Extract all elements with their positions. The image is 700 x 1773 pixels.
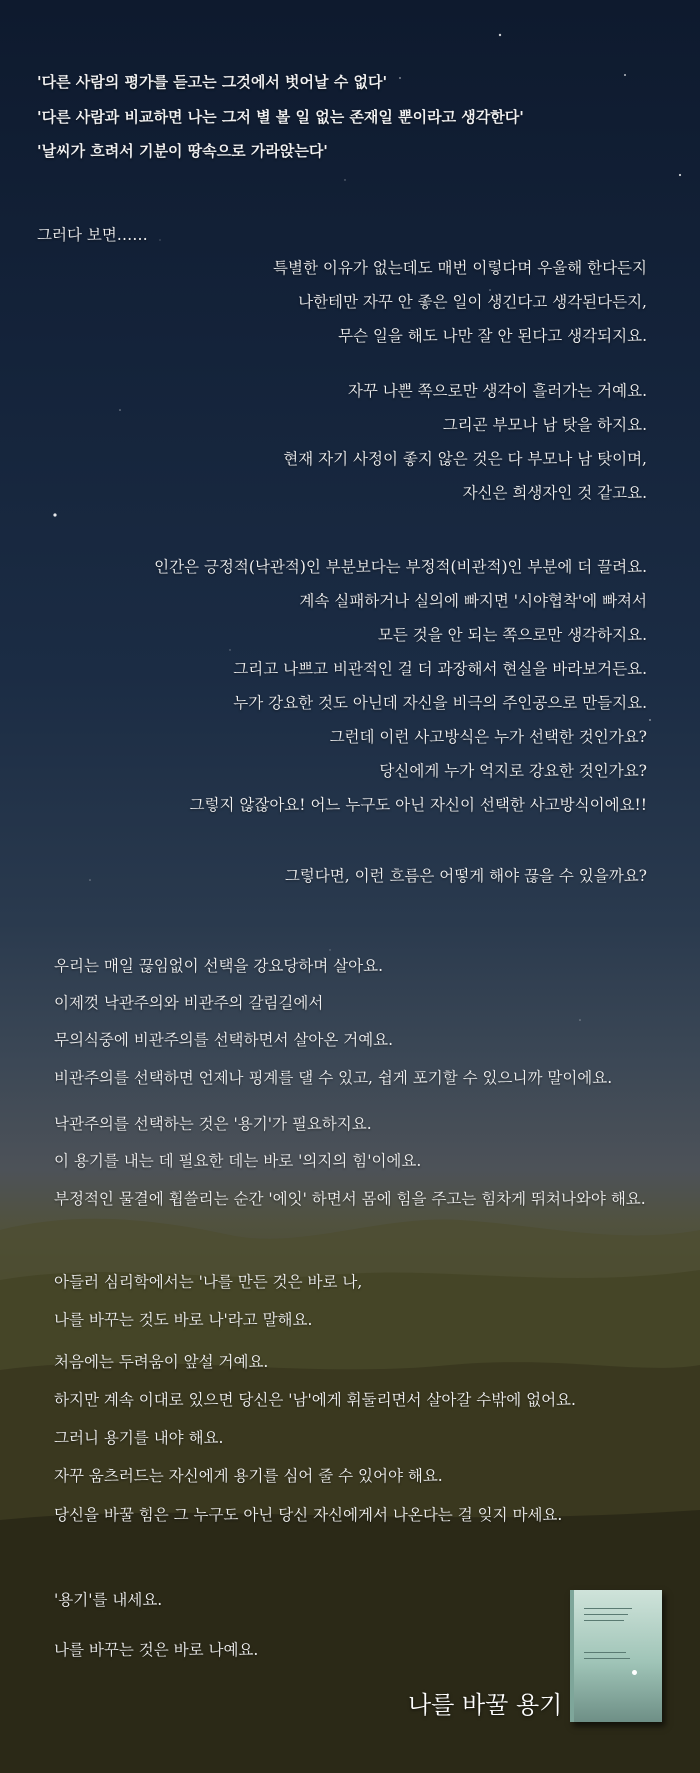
block-1-line-1: 특별한 이유가 없는데도 매번 이렇다며 우울해 한다든지 xyxy=(273,259,647,277)
block-3-line-4: 그리고 나쁘고 비관적인 걸 더 과장해서 현실을 바라보거든요. xyxy=(233,660,647,678)
transition-text: 그러다 보면…… xyxy=(37,226,148,244)
block-5-line-5: 그러니 용기를 내야 해요. xyxy=(54,1429,224,1447)
block-2-line-1: 자꾸 나쁜 쪽으로만 생각이 흘러가는 거예요. xyxy=(347,382,647,400)
block-2-line-2: 그리곤 부모나 남 탓을 하지요. xyxy=(442,416,647,434)
block-1-line-3: 무슨 일을 해도 나만 잘 안 된다고 생각되지요. xyxy=(338,327,647,345)
intro-quote-2: '다른 사람과 비교하면 나는 그저 별 볼 일 없는 존재일 뿐이라고 생각한다' xyxy=(37,108,524,126)
block-2-line-4: 자신은 희생자인 것 같고요. xyxy=(462,484,647,502)
block-3-line-8: 그렇지 않잖아요! 어느 누구도 아닌 자신이 선택한 사고방식이에요!! xyxy=(189,796,647,814)
block-1-line-2: 나한테만 자꾸 안 좋은 일이 생긴다고 생각된다든지, xyxy=(298,293,647,311)
block-5-line-6: 자꾸 움츠러드는 자신에게 용기를 심어 줄 수 있어야 해요. xyxy=(54,1467,443,1485)
block-3-line-5: 누가 강요한 것도 아닌데 자신을 비극의 주인공으로 만들지요. xyxy=(233,694,647,712)
block-4-line-1: 우리는 매일 끊임없이 선택을 강요당하며 살아요. xyxy=(54,957,384,975)
moon-icon xyxy=(632,1670,637,1675)
block-5-line-7: 당신을 바꿀 힘은 그 누구도 아닌 당신 자신에게서 나온다는 걸 잊지 마세요. xyxy=(54,1506,563,1524)
block-5-line-1: 아들러 심리학에서는 '나를 만든 것은 바로 나, xyxy=(54,1273,363,1291)
block-2-line-3: 현재 자기 사정이 좋지 않은 것은 다 부모나 남 탓이며, xyxy=(283,450,647,468)
block-5-line-3: 처음에는 두려움이 앞설 거예요. xyxy=(54,1353,269,1371)
block-3-line-1: 인간은 긍정적(낙관적)인 부분보다는 부정적(비관적)인 부분에 더 끌려요. xyxy=(154,558,647,576)
block-4-line-2: 이제껏 낙관주의와 비관주의 갈림길에서 xyxy=(54,994,324,1012)
block-4-line-3: 무의식중에 비관주의를 선택하면서 살아온 거예요. xyxy=(54,1031,394,1049)
block-6-line-2: 나를 바꾸는 것은 바로 나예요. xyxy=(54,1641,259,1659)
block-4-line-6: 이 용기를 내는 데 필요한 데는 바로 '의지의 힘'이에요. xyxy=(54,1152,422,1170)
intro-quote-1: '다른 사람의 평가를 듣고는 그것에서 벗어날 수 없다' xyxy=(37,73,388,91)
intro-quote-3: '날씨가 흐려서 기분이 땅속으로 가라앉는다' xyxy=(37,142,328,160)
block-5-line-4: 하지만 계속 이대로 있으면 당신은 '남'에게 휘둘리면서 살아갈 수밖에 없어요. xyxy=(54,1391,576,1409)
question-text: 그렇다면, 이런 흐름은 어떻게 해야 끊을 수 있을까요? xyxy=(284,867,647,885)
block-4-line-5: 낙관주의를 선택하는 것은 '용기'가 필요하지요. xyxy=(54,1115,372,1133)
block-3-line-6: 그런데 이런 사고방식은 누가 선택한 것인가요? xyxy=(329,728,647,746)
block-5-line-2: 나를 바꾸는 것도 바로 나'라고 말해요. xyxy=(54,1311,313,1329)
block-3-line-2: 계속 실패하거나 실의에 빠지면 '시야협착'에 빠져서 xyxy=(299,592,647,610)
block-6-line-1: '용기'를 내세요. xyxy=(54,1591,163,1609)
block-3-line-3: 모든 것을 안 되는 쪽으로만 생각하지요. xyxy=(377,626,647,644)
block-3-line-7: 당신에게 누가 억지로 강요한 것인가요? xyxy=(379,762,647,780)
book-title-caption: 나를 바꿀 용기 xyxy=(408,1691,563,1719)
block-4-line-4: 비관주의를 선택하면 언제나 핑계를 댈 수 있고, 쉽게 포기할 수 있으니까 말이에요. xyxy=(54,1069,613,1087)
book-cover-image xyxy=(570,1590,662,1722)
block-4-line-7: 부정적인 물결에 휩쓸리는 순간 '에잇' 하면서 몸에 힘을 주고는 힘차게 뛰쳐나와야 해요. xyxy=(54,1190,646,1208)
